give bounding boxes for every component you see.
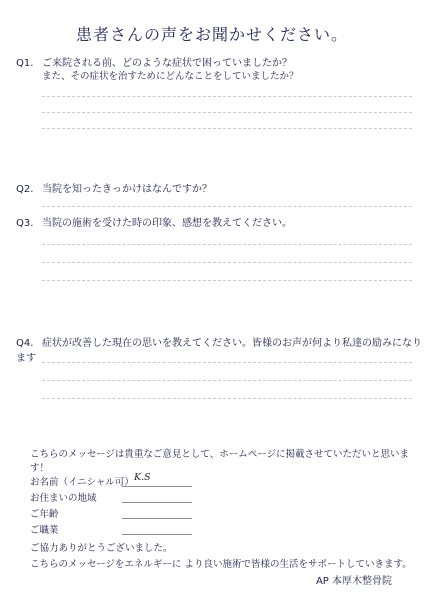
question-number: Q3. [16, 218, 34, 229]
question-2 [16, 180, 212, 195]
answer-rule [42, 398, 412, 399]
info-label-age: ご年齢 [30, 509, 59, 520]
question-3 [16, 214, 292, 229]
info-label-name: お名前（イニシャル可） [30, 477, 134, 488]
info-label-occupation: ご職業 [30, 525, 59, 536]
answer-rule [42, 380, 412, 381]
answer-rule [42, 206, 412, 207]
info-underline [122, 534, 192, 535]
support-line: こちらのメッセージをエネルギーに より良い施術で皆様の生活をサポートしていきます。 [30, 559, 412, 570]
answer-rule [42, 244, 412, 245]
question-text: 当院の施術を受けた時の印象、感想を教えてください。 [42, 218, 292, 229]
question-number: Q2. [16, 184, 34, 195]
info-underline [122, 518, 192, 519]
info-value-name: K.S [134, 472, 151, 483]
question-text: ご来院される前、どのような症状で困っていましたか？ [42, 58, 292, 69]
publication-note: こちらのメッセージは貴重なご意見として、ホームページに掲載させていただいと思います！ [30, 449, 410, 474]
question-text: 当院を知ったきっかけはなんですか？ [42, 184, 212, 195]
answer-rule [42, 362, 412, 363]
clinic-name: AP 本厚木整骨院 [315, 576, 392, 587]
question-1 [16, 54, 292, 69]
question-number: Q4. [16, 338, 34, 349]
answer-rule [42, 128, 412, 129]
answer-rule [42, 112, 412, 113]
question-4 [16, 334, 424, 364]
info-label-area: お住まいの地域 [30, 493, 97, 504]
question-text: 症状が改善した現在の思いを教えてください。皆様のお声が何より私達の励みになります [16, 338, 422, 364]
info-underline [122, 486, 192, 487]
info-underline [122, 502, 192, 503]
question-1-subtext: また、その症状を治すためにどんなことをしていましたか？ [42, 71, 299, 82]
answer-rule [42, 262, 412, 263]
question-number: Q1. [16, 58, 34, 69]
answer-rule [42, 280, 412, 281]
thanks-line: ご協力ありがとうございました。 [30, 543, 173, 554]
page-title: 患者さんの声をお聞かせください。 [75, 25, 348, 44]
answer-rule [42, 96, 412, 97]
